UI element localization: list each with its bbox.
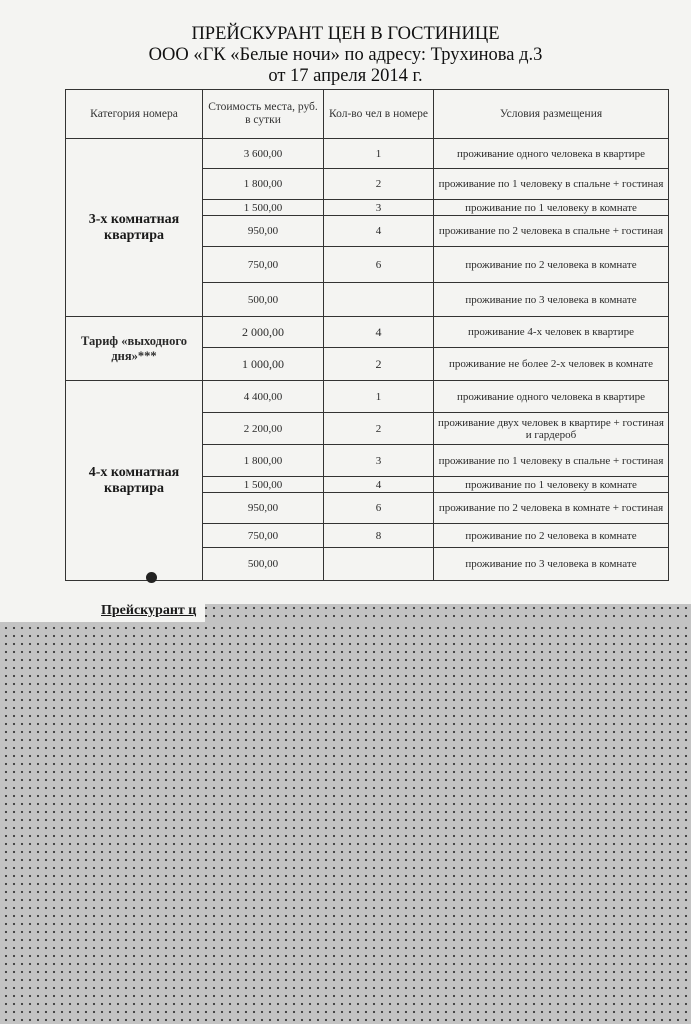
price-cell: 500,00 (203, 283, 324, 317)
price-cell: 750,00 (203, 524, 324, 548)
price-cell: 3 600,00 (203, 139, 324, 169)
conditions-cell: проживание по 2 человека в комнате (434, 247, 669, 283)
persons-cell: 4 (324, 317, 434, 348)
persons-cell: 4 (324, 477, 434, 493)
persons-cell: 1 (324, 139, 434, 169)
persons-cell (324, 283, 434, 317)
redaction-mask-top (205, 604, 691, 622)
conditions-cell: проживание по 2 человека в спальне + гостиная (434, 216, 669, 247)
price-cell: 1 500,00 (203, 200, 324, 216)
category-cell-weekend-tariff: Тариф «выходного дня»*** (66, 317, 203, 381)
table-row (66, 317, 669, 348)
conditions-cell: проживание по 1 человеку в комнате (434, 477, 669, 493)
price-cell: 950,00 (203, 493, 324, 524)
column-header-category: Категория номера (66, 90, 203, 139)
document-title: ПРЕЙСКУРАНТ ЦЕН В ГОСТИНИЦЕ (191, 24, 500, 44)
persons-cell: 1 (324, 381, 434, 413)
persons-cell (324, 548, 434, 581)
category-cell-4-room: 4-х комнатная квартира (66, 381, 203, 581)
conditions-cell: проживание по 1 человеку в спальне + гостиная (434, 169, 669, 200)
price-cell: 1 500,00 (203, 477, 324, 493)
redaction-mask (0, 622, 691, 1024)
persons-cell: 4 (324, 216, 434, 247)
persons-cell: 8 (324, 524, 434, 548)
price-cell: 750,00 (203, 247, 324, 283)
price-cell: 2 000,00 (203, 317, 324, 348)
price-cell: 950,00 (203, 216, 324, 247)
conditions-cell: проживание не более 2-х человек в комнате (434, 348, 669, 381)
price-cell: 500,00 (203, 548, 324, 581)
price-table (65, 89, 669, 581)
conditions-cell: проживание по 1 человеку в комнате (434, 200, 669, 216)
table-row (66, 139, 669, 169)
column-header-conditions: Условия размещения (434, 90, 669, 139)
conditions-cell: проживание по 1 человеку в спальне + гостиная (434, 445, 669, 477)
persons-cell: 6 (324, 247, 434, 283)
price-cell: 1 000,00 (203, 348, 324, 381)
conditions-cell: проживание по 2 человека в комнате (434, 524, 669, 548)
price-cell: 2 200,00 (203, 413, 324, 445)
date-line: от 17 апреля 2014 г. (268, 66, 423, 86)
persons-cell: 3 (324, 445, 434, 477)
price-cell: 4 400,00 (203, 381, 324, 413)
conditions-cell: проживание по 3 человека в комнате (434, 283, 669, 317)
company-address-line: ООО «ГК «Белые ночи» по адресу: Трухинова д.3 (148, 45, 543, 65)
price-cell: 1 800,00 (203, 169, 324, 200)
partial-heading: Прейскурант ц (101, 603, 197, 618)
table-row (66, 381, 669, 413)
persons-cell: 3 (324, 200, 434, 216)
conditions-cell: проживание одного человека в квартире (434, 139, 669, 169)
conditions-cell: проживание одного человека в квартире (434, 381, 669, 413)
ink-blot (146, 572, 157, 583)
persons-cell: 2 (324, 413, 434, 445)
column-header-price: Стоимость места, руб. в сутки (203, 90, 324, 139)
conditions-cell: проживание двух человек в квартире + гостиная и гардероб (434, 413, 669, 445)
table-header-row (66, 90, 669, 139)
conditions-cell: проживание по 2 человека в комнате + гостиная (434, 493, 669, 524)
conditions-cell: проживание 4-х человек в квартире (434, 317, 669, 348)
price-cell: 1 800,00 (203, 445, 324, 477)
conditions-cell: проживание по 3 человека в комнате (434, 548, 669, 581)
category-cell-3-room: 3-х комнатная квартира (66, 139, 203, 317)
persons-cell: 6 (324, 493, 434, 524)
persons-cell: 2 (324, 348, 434, 381)
persons-cell: 2 (324, 169, 434, 200)
column-header-persons: Кол-во чел в номере (324, 90, 434, 139)
